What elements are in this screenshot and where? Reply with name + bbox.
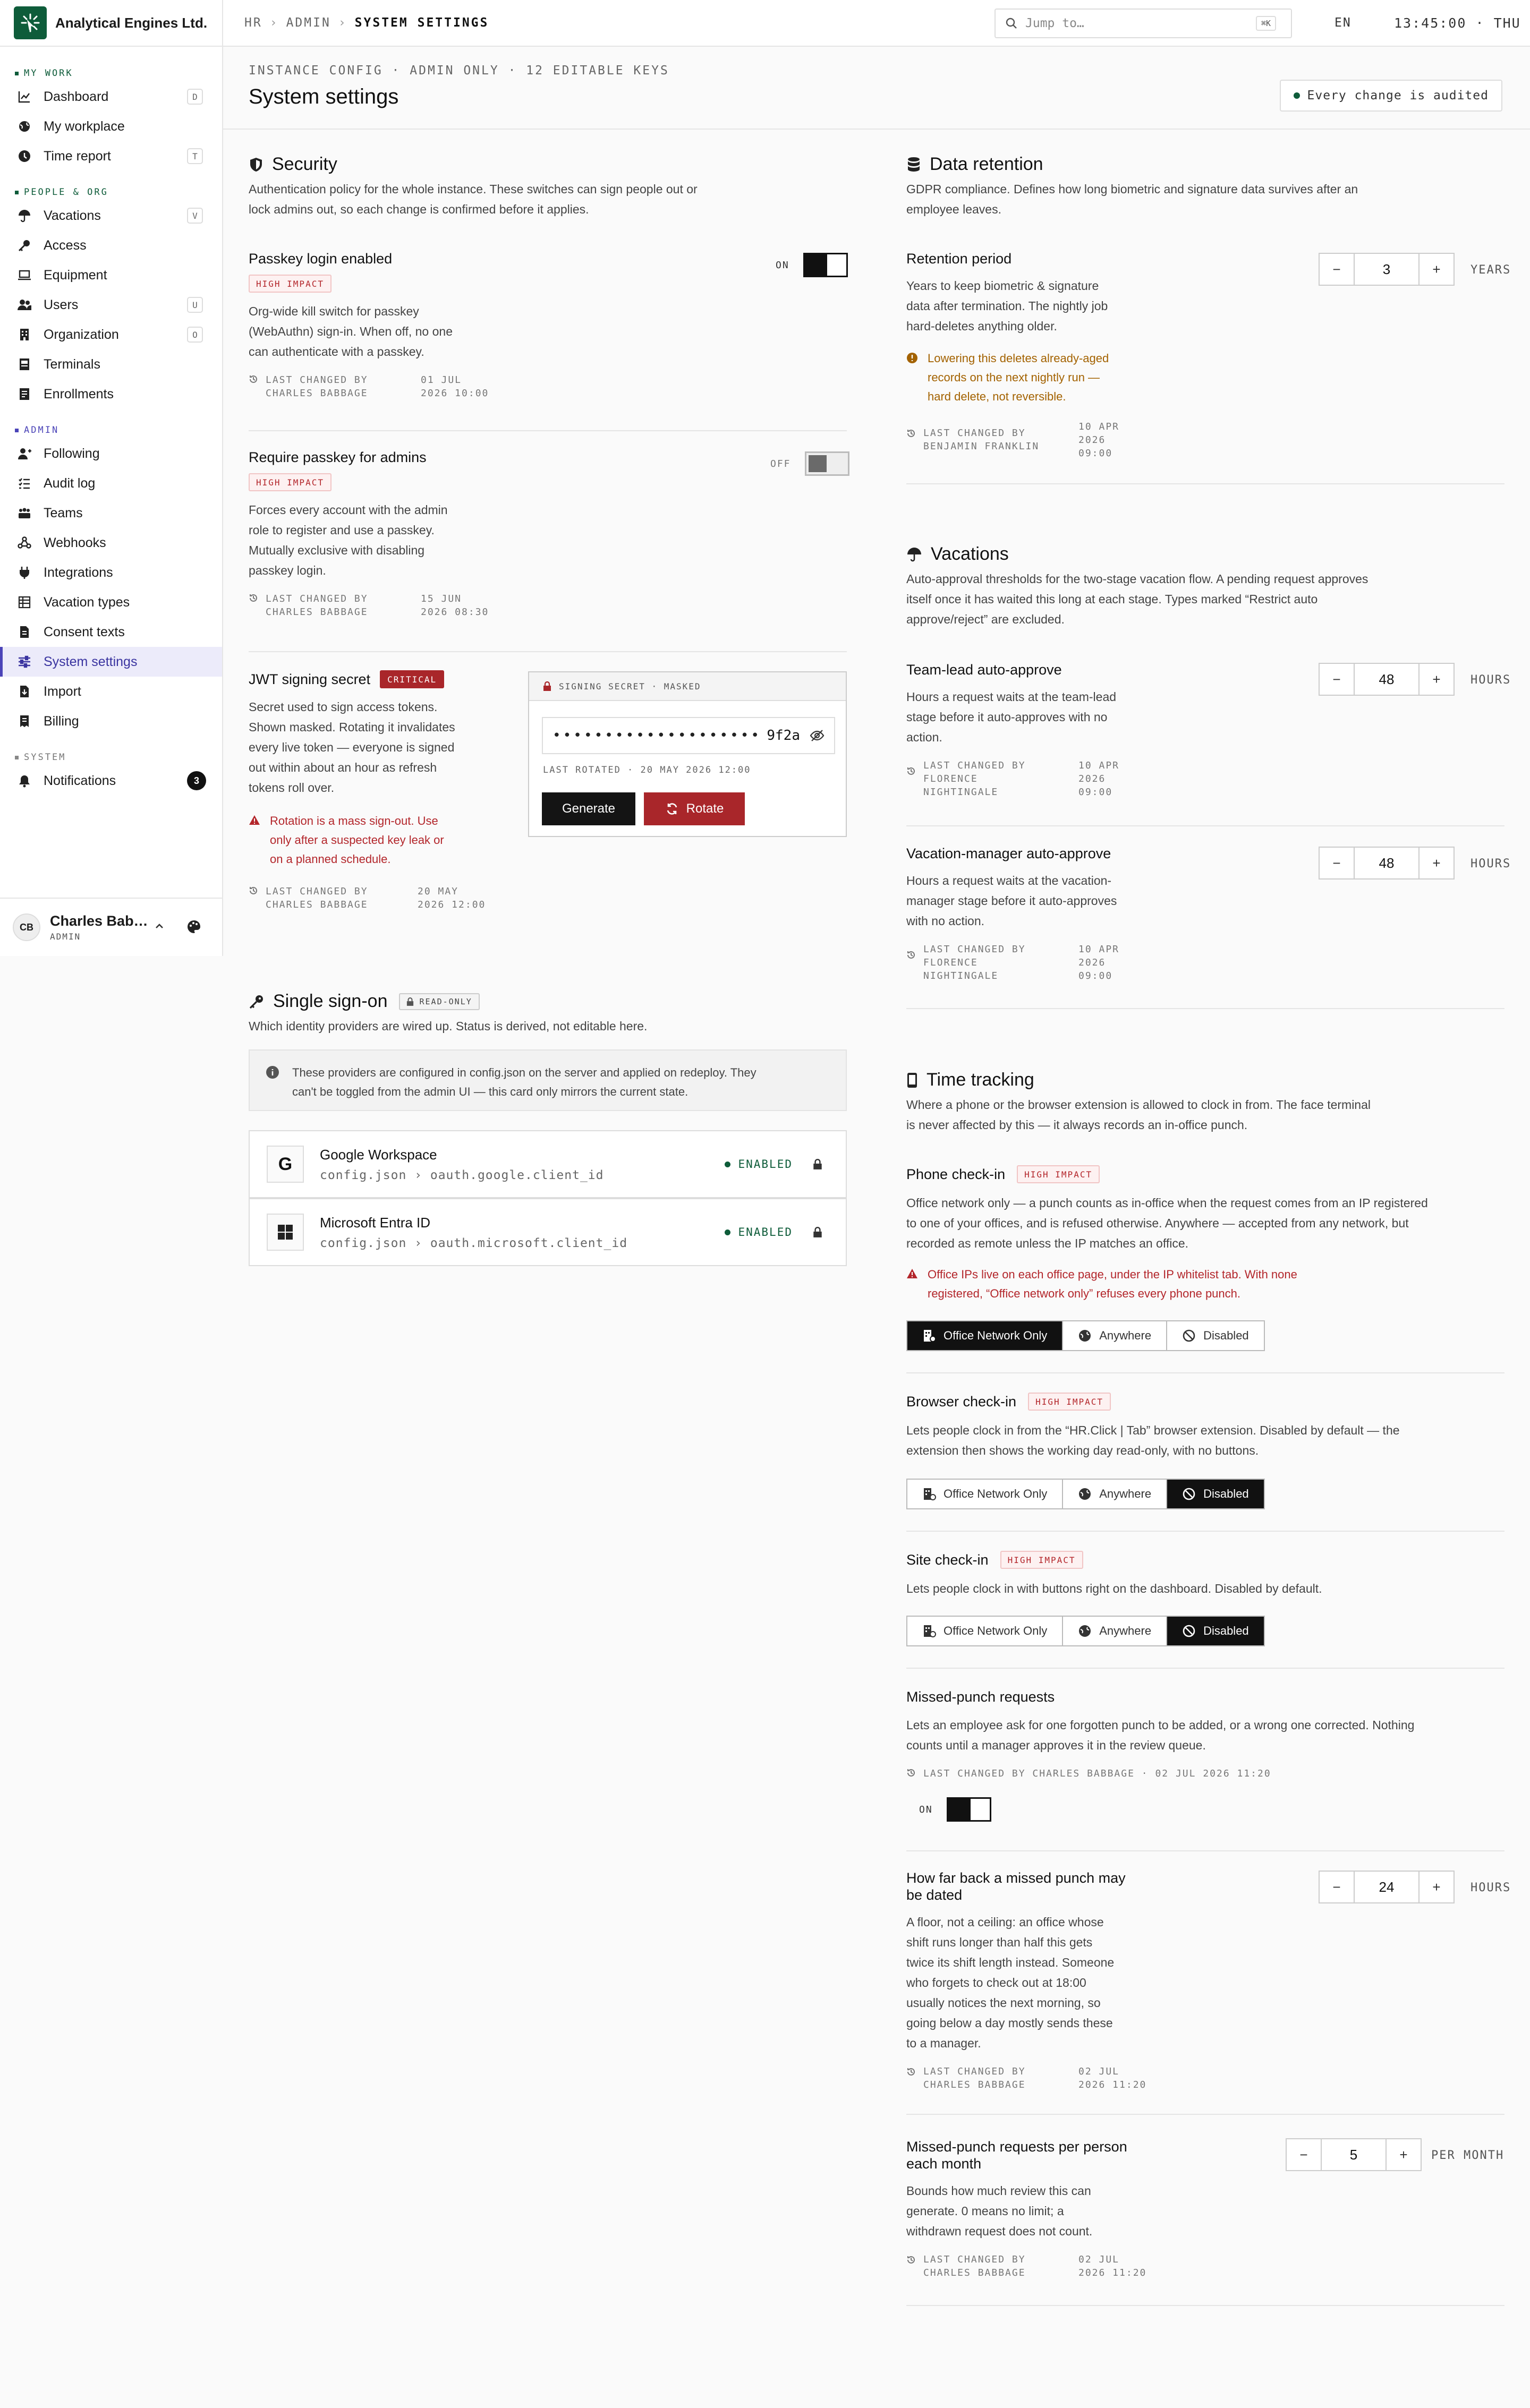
admin-passkey-toggle[interactable]: OFF bbox=[770, 451, 849, 476]
sliders-icon bbox=[17, 654, 32, 669]
decrement-button[interactable]: − bbox=[1332, 261, 1341, 277]
key-icon bbox=[249, 994, 265, 1010]
page-header bbox=[223, 47, 1530, 130]
setting-description: Hours a request waits at the vacation- manager stage before it auto-approves with no action. bbox=[906, 874, 1117, 928]
shortcut-key: O bbox=[187, 327, 203, 343]
sidebar-item-label: Webhooks bbox=[44, 535, 106, 550]
admin-passkey-setting bbox=[249, 449, 847, 619]
missed-punch-setting bbox=[906, 1689, 1504, 1780]
sidebar-item-my-workplace[interactable] bbox=[0, 112, 222, 141]
sidebar-item-vacation-types[interactable] bbox=[0, 587, 222, 617]
sidebar-item-label: Organization bbox=[44, 327, 119, 342]
signing-secret-box bbox=[528, 671, 847, 837]
option-disabled[interactable]: Disabled bbox=[1167, 1617, 1264, 1645]
decrement-button[interactable]: − bbox=[1332, 671, 1341, 687]
option-office-network[interactable]: Office Network Only bbox=[907, 1321, 1063, 1350]
sidebar-item-system-settings[interactable] bbox=[0, 647, 222, 677]
increment-button[interactable]: + bbox=[1432, 855, 1441, 871]
brand[interactable] bbox=[0, 0, 222, 47]
stepper-unit: HOURS bbox=[1470, 673, 1511, 687]
option-disabled[interactable]: Disabled bbox=[1167, 1321, 1264, 1350]
nav-section-my-work: MY WORK bbox=[0, 65, 222, 82]
setting-description: Bounds how much review this can generate. 0 means no limit; a withdrawn request does not count. bbox=[906, 2184, 1093, 2238]
brand-logo-icon bbox=[14, 6, 47, 39]
decrement-button[interactable]: − bbox=[1332, 855, 1341, 871]
stepper-unit: PER MONTH bbox=[1431, 2149, 1504, 2162]
enrollment-icon bbox=[17, 387, 32, 402]
avatar: CB bbox=[13, 913, 40, 941]
user-name: Charles Bab… bbox=[50, 913, 148, 929]
provider-config-path: config.json › oauth.microsoft.client_id bbox=[320, 1236, 628, 1250]
section-title: Time tracking bbox=[926, 1070, 1034, 1090]
warning-circle-icon bbox=[906, 352, 918, 406]
phone-icon bbox=[906, 1072, 918, 1088]
table-icon bbox=[17, 595, 32, 610]
sidebar-item-label: Audit log bbox=[44, 475, 96, 491]
section-title: Security bbox=[272, 154, 337, 174]
sidebar-item-label: Dashboard bbox=[44, 89, 109, 104]
provider-microsoft bbox=[249, 1198, 847, 1266]
google-logo-icon: G bbox=[267, 1146, 304, 1183]
section-description: GDPR compliance. Defines how long biometric and signature data survives after an employee leaves. bbox=[906, 182, 1358, 216]
time-tracking-section bbox=[906, 1070, 1504, 1135]
history-icon bbox=[906, 429, 916, 460]
brand-name: Analytical Engines Ltd. bbox=[55, 14, 208, 31]
decrement-button[interactable]: − bbox=[1332, 1878, 1341, 1895]
umbrella-icon bbox=[906, 547, 922, 562]
history-icon bbox=[906, 1768, 916, 1780]
page-eyebrow: INSTANCE CONFIG · ADMIN ONLY · 12 EDITABLE KEYS bbox=[249, 64, 669, 78]
sidebar-item-following[interactable] bbox=[0, 439, 222, 468]
jwt-secret-setting bbox=[249, 670, 514, 911]
manager-approve-setting bbox=[906, 846, 1278, 983]
section-description: Auto-approval thresholds for the two-stage vacation flow. A pending request approves itself once it has waited this long at each stage. Types marked “Restrict auto approve/reject” are excluded. bbox=[906, 572, 1368, 626]
history-icon bbox=[249, 374, 258, 400]
section-description: Where a phone or the browser extension is allowed to clock in from. The face terminal is never affected by this — it always records an in-office punch. bbox=[906, 1098, 1371, 1132]
chart-line-icon bbox=[17, 89, 32, 104]
setting-title: Passkey login enabled bbox=[249, 251, 393, 267]
sidebar-item-label: My workplace bbox=[44, 118, 125, 134]
setting-description: A floor, not a ceiling: an office whose shift runs longer than half this gets twice its shift length instead. Someone who forgets to check out at 18:00 usually notices the next morning, so going below a day mostly sends these to a manager. bbox=[906, 1915, 1115, 2050]
document-icon bbox=[17, 625, 32, 639]
microsoft-logo-icon bbox=[267, 1214, 304, 1251]
missed-punch-toggle[interactable]: ON bbox=[919, 1797, 991, 1822]
masked-secret-field[interactable]: •••••••••••••••••••• 9f2a bbox=[542, 717, 835, 754]
stepper-unit: HOURS bbox=[1470, 857, 1511, 870]
shortcut-key: U bbox=[187, 297, 203, 313]
how-far-back-setting bbox=[906, 1869, 1278, 2091]
provider-name: Microsoft Entra ID bbox=[320, 1214, 431, 1231]
sidebar-item-label: Consent texts bbox=[44, 624, 125, 639]
sidebar-item-integrations[interactable] bbox=[0, 558, 222, 587]
breadcrumb-admin[interactable]: ADMIN bbox=[286, 16, 331, 30]
history-icon bbox=[906, 2067, 916, 2091]
terminal-icon bbox=[17, 357, 32, 372]
sidebar-item-access[interactable] bbox=[0, 230, 222, 260]
search-shortcut: ⌘K bbox=[1256, 16, 1276, 31]
setting-description: Secret used to sign access tokens. Shown masked. Rotating it invalidates every live token — everyone is signed out within about an hour as refresh tokens roll over. bbox=[249, 700, 455, 795]
section-description: Authentication policy for the whole instance. These switches can sign people out or lock admins out, so each change is confirmed before it applies. bbox=[249, 182, 698, 216]
passkey-login-toggle[interactable]: ON bbox=[776, 253, 848, 277]
provider-status: ENABLED bbox=[725, 1158, 822, 1171]
section-description: Which identity providers are wired up. Status is derived, not editable here. bbox=[249, 1019, 648, 1033]
stepper-value[interactable]: 3 bbox=[1354, 254, 1420, 285]
rotate-button[interactable]: Rotate bbox=[644, 792, 745, 825]
last-changed-meta: LAST CHANGED BY FLORENCE NIGHTINGALE 10 APR 2026 09:00 bbox=[906, 943, 1278, 983]
sidebar-item-label: Integrations bbox=[44, 565, 113, 580]
users-icon bbox=[17, 297, 32, 312]
stepper-value[interactable]: 5 bbox=[1321, 2139, 1387, 2170]
history-icon bbox=[249, 886, 258, 911]
setting-description: Lets people clock in from the “HR.Click | Tab” browser extension. Disabled by default — the extension then shows the working day read-only, with no buttons. bbox=[906, 1423, 1400, 1457]
phone-checkin-selector[interactable] bbox=[906, 1320, 1265, 1351]
stepper-value[interactable]: 48 bbox=[1354, 848, 1420, 878]
sidebar-nav bbox=[0, 47, 222, 796]
retention-period-setting bbox=[906, 251, 1278, 460]
last-changed-meta: LAST CHANGED BY BENJAMIN FRANKLIN 10 APR 2026 09:00 bbox=[906, 420, 1278, 460]
database-icon bbox=[906, 157, 921, 173]
site-checkin-setting bbox=[906, 1551, 1504, 1599]
sidebar-item-billing[interactable] bbox=[0, 706, 222, 736]
vacations-section bbox=[906, 544, 1504, 629]
option-office-network[interactable]: Office Network Only bbox=[907, 1617, 1063, 1645]
security-section bbox=[249, 154, 847, 219]
last-changed-meta: LAST CHANGED BY CHARLES BABBAGE 02 JUL 2026 11:20 bbox=[906, 2065, 1278, 2091]
topbar bbox=[223, 0, 1530, 47]
warning-triangle-icon bbox=[249, 815, 260, 869]
critical-tag: CRITICAL bbox=[380, 670, 444, 688]
lock-icon bbox=[543, 681, 551, 691]
history-icon bbox=[906, 2255, 916, 2279]
user-menu[interactable] bbox=[0, 898, 222, 956]
webhook-icon bbox=[17, 535, 32, 550]
sidebar-item-dashboard[interactable] bbox=[0, 82, 222, 112]
section-title: Single sign-on bbox=[273, 991, 388, 1011]
section-title: Vacations bbox=[931, 544, 1009, 564]
last-changed-meta: LAST CHANGED BY FLORENCE NIGHTINGALE 10 APR 2026 09:00 bbox=[906, 759, 1278, 799]
high-impact-tag: HIGH IMPACT bbox=[249, 275, 332, 293]
breadcrumb-hr[interactable]: HR bbox=[244, 16, 262, 30]
secret-box-header: SIGNING SECRET · MASKED bbox=[529, 672, 846, 701]
setting-title: Missed-punch requests per person each month bbox=[906, 2139, 1127, 2172]
increment-button[interactable]: + bbox=[1432, 261, 1441, 277]
how-far-back-stepper[interactable] bbox=[1319, 1871, 1455, 1903]
sso-section bbox=[249, 991, 847, 1036]
search-icon bbox=[1005, 17, 1018, 30]
sidebar-item-enrollments[interactable] bbox=[0, 379, 222, 409]
billing-icon bbox=[17, 714, 32, 729]
shortcut-key: D bbox=[187, 89, 203, 105]
site-checkin-selector[interactable] bbox=[906, 1616, 1265, 1646]
team-lead-stepper[interactable] bbox=[1319, 663, 1455, 696]
shortcut-key: V bbox=[187, 208, 203, 224]
retention-section bbox=[906, 154, 1504, 219]
sidebar-item-audit-log[interactable] bbox=[0, 468, 222, 498]
setting-title: Missed-punch requests bbox=[906, 1689, 1055, 1705]
high-impact-tag: HIGH IMPACT bbox=[1000, 1551, 1083, 1569]
sidebar-item-webhooks[interactable] bbox=[0, 528, 222, 558]
phone-warning: Office IPs live on each office page, under the IP whitelist tab. With none registered, “Office network only” refuses every phone punch. bbox=[906, 1265, 1504, 1303]
stepper-unit: HOURS bbox=[1470, 1881, 1511, 1894]
phone-checkin-setting bbox=[906, 1165, 1504, 1303]
retention-warning: Lowering this deletes already-aged records on the next nightly run — hard delete, not reversible. bbox=[906, 349, 1278, 406]
sidebar-item-label: Notifications bbox=[44, 773, 116, 788]
option-anywhere[interactable]: Anywhere bbox=[1063, 1321, 1167, 1350]
sidebar-item-label: Following bbox=[44, 446, 100, 461]
setting-title: JWT signing secret CRITICAL bbox=[249, 670, 514, 688]
building-icon bbox=[17, 327, 32, 342]
info-icon bbox=[266, 1065, 279, 1097]
generate-button[interactable]: Generate bbox=[542, 792, 635, 825]
shortcut-key: T bbox=[187, 148, 203, 164]
sidebar-item-equipment[interactable] bbox=[0, 260, 222, 290]
sidebar-item-notifications[interactable] bbox=[0, 766, 222, 796]
shield-icon bbox=[249, 157, 264, 173]
lock-icon bbox=[813, 1158, 822, 1170]
sidebar-item-label: Vacation types bbox=[44, 594, 130, 610]
setting-title: Retention period bbox=[906, 251, 1012, 267]
stepper-unit: YEARS bbox=[1470, 263, 1511, 277]
setting-description: Years to keep biometric & signature data after termination. The nightly job hard-deletes anything older. bbox=[906, 279, 1108, 333]
setting-description: Org-wide kill switch for passkey (WebAuthn) sign-in. When off, no one can authenticate with a passkey. bbox=[249, 304, 453, 358]
lock-icon bbox=[813, 1226, 822, 1238]
stepper-value[interactable]: 48 bbox=[1354, 664, 1420, 695]
stepper-value[interactable]: 24 bbox=[1354, 1872, 1420, 1902]
setting-title: Browser check-in HIGH IMPACT bbox=[906, 1393, 1504, 1411]
plug-icon bbox=[17, 565, 32, 580]
sidebar-item-vacations[interactable] bbox=[0, 201, 222, 230]
umbrella-icon bbox=[17, 208, 32, 223]
history-icon bbox=[249, 593, 258, 619]
import-icon bbox=[17, 684, 32, 699]
refresh-icon bbox=[665, 802, 686, 816]
nav-section-admin: ADMIN bbox=[0, 422, 222, 439]
sidebar-item-label: Users bbox=[44, 297, 79, 312]
clock: 13:45:00 · THU bbox=[1394, 15, 1521, 31]
setting-title: Vacation-manager auto-approve bbox=[906, 846, 1111, 861]
globe-icon bbox=[17, 119, 32, 134]
provider-status: ENABLED bbox=[725, 1226, 822, 1239]
search-input[interactable] bbox=[994, 8, 1292, 38]
decrement-button[interactable]: − bbox=[1299, 2146, 1308, 2163]
status-dot-icon bbox=[1294, 92, 1300, 99]
retention-stepper[interactable] bbox=[1319, 253, 1455, 286]
setting-title: Team-lead auto-approve bbox=[906, 662, 1062, 678]
last-changed-meta: LAST CHANGED BY CHARLES BABBAGE · 02 JUL 2026 11:20 bbox=[906, 1767, 1504, 1780]
requests-per-month-setting bbox=[906, 2138, 1278, 2279]
sidebar-item-label: Billing bbox=[44, 713, 79, 729]
list-check-icon bbox=[17, 476, 32, 491]
nav-section-people-org: PEOPLE & ORG bbox=[0, 184, 222, 201]
section-title: Data retention bbox=[930, 154, 1043, 174]
clock-icon bbox=[17, 149, 32, 164]
user-follow-icon bbox=[17, 446, 32, 461]
sidebar-item-import[interactable] bbox=[0, 677, 222, 706]
sidebar-item-label: Enrollments bbox=[44, 386, 114, 402]
key-icon bbox=[17, 238, 32, 253]
nav-section-system: SYSTEM bbox=[0, 749, 222, 766]
sidebar-item-label: Time report bbox=[44, 148, 111, 164]
setting-title: Require passkey for admins bbox=[249, 449, 427, 465]
option-anywhere[interactable]: Anywhere bbox=[1063, 1617, 1167, 1645]
manager-stepper[interactable] bbox=[1319, 847, 1455, 879]
sidebar-item-label: Vacations bbox=[44, 208, 101, 223]
breadcrumb: HR › ADMIN › SYSTEM SETTINGS bbox=[244, 16, 489, 30]
sidebar-item-label: System settings bbox=[44, 654, 138, 669]
history-icon bbox=[906, 950, 916, 983]
warning-triangle-icon bbox=[906, 1268, 918, 1303]
last-rotated: LAST ROTATED · 20 MAY 2026 12:00 bbox=[543, 765, 751, 775]
bell-icon bbox=[17, 773, 32, 788]
increment-button[interactable]: + bbox=[1399, 2146, 1408, 2163]
passkey-login-setting bbox=[249, 251, 847, 400]
provider-config-path: config.json › oauth.google.client_id bbox=[320, 1168, 604, 1182]
page-title: System settings bbox=[249, 85, 399, 108]
high-impact-tag: HIGH IMPACT bbox=[249, 473, 332, 491]
setting-description: Lets people clock in with buttons right on the dashboard. Disabled by default. bbox=[906, 1582, 1322, 1595]
sso-info-note: These providers are configured in config.json on the server and applied on redeploy. They can't be toggled from the admin UI — this card only mirrors the current state. bbox=[249, 1049, 847, 1111]
sidebar-item-time-report[interactable] bbox=[0, 141, 222, 171]
option-anywhere[interactable]: Anywhere bbox=[1063, 1480, 1167, 1508]
provider-name: Google Workspace bbox=[320, 1146, 437, 1163]
sidebar-item-label: Teams bbox=[44, 505, 83, 520]
read-only-tag: READ-ONLY bbox=[399, 993, 479, 1010]
increment-button[interactable]: + bbox=[1432, 671, 1441, 687]
high-impact-tag: HIGH IMPACT bbox=[1017, 1165, 1100, 1183]
search-placeholder: Jump to… bbox=[1025, 16, 1084, 30]
setting-description: Hours a request waits at the team-lead stage before it auto-approves with no action. bbox=[906, 690, 1117, 744]
last-changed-meta: LAST CHANGED BY CHARLES BABBAGE 02 JUL 2026 11:20 bbox=[906, 2253, 1278, 2279]
sidebar-item-teams[interactable] bbox=[0, 498, 222, 528]
sidebar-item-organization[interactable] bbox=[0, 320, 222, 349]
user-role: ADMIN bbox=[50, 932, 81, 942]
laptop-icon bbox=[17, 268, 32, 283]
rotation-warning: Rotation is a mass sign-out. Use only after a suspected key leak or on a planned schedule. bbox=[249, 812, 514, 869]
last-changed-meta: LAST CHANGED BY CHARLES BABBAGE 01 JUL 2026 10:00 bbox=[249, 373, 847, 400]
language-selector[interactable]: EN bbox=[1334, 16, 1352, 30]
sidebar bbox=[0, 0, 223, 956]
sidebar-item-users[interactable] bbox=[0, 290, 222, 320]
chevron-up-icon[interactable] bbox=[154, 921, 165, 932]
option-disabled[interactable]: Disabled bbox=[1167, 1480, 1264, 1508]
sidebar-item-consent-texts[interactable] bbox=[0, 617, 222, 647]
sidebar-item-label: Equipment bbox=[44, 267, 107, 283]
teams-icon bbox=[17, 506, 32, 520]
increment-button[interactable]: + bbox=[1432, 1878, 1441, 1895]
audit-badge: Every change is audited bbox=[1280, 80, 1503, 112]
history-icon bbox=[906, 766, 916, 799]
breadcrumb-current: SYSTEM SETTINGS bbox=[354, 16, 489, 30]
team-lead-approve-setting bbox=[906, 662, 1278, 799]
palette-icon[interactable] bbox=[186, 919, 202, 935]
setting-title: Site check-in HIGH IMPACT bbox=[906, 1551, 1504, 1569]
setting-description: Lets an employee ask for one forgotten punch to be added, or a wrong one corrected. Nothing counts until a manager approves it in the review queue. bbox=[906, 1718, 1415, 1752]
last-changed-meta: LAST CHANGED BY CHARLES BABBAGE 15 JUN 2026 08:30 bbox=[249, 592, 847, 619]
setting-description: Office network only — a punch counts as in-office when the request comes from an IP registered to one of your offices, and is refused otherwise. Anywhere — accepted from any network, but recorded as remote unless the IP matches an office. bbox=[906, 1196, 1428, 1250]
setting-title: How far back a missed punch may be dated bbox=[906, 1870, 1126, 1903]
sidebar-item-label: Import bbox=[44, 684, 81, 699]
sidebar-item-label: Access bbox=[44, 237, 87, 253]
sidebar-item-terminals[interactable] bbox=[0, 349, 222, 379]
browser-checkin-selector[interactable] bbox=[906, 1479, 1265, 1509]
high-impact-tag: HIGH IMPACT bbox=[1028, 1393, 1111, 1411]
last-changed-meta: LAST CHANGED BY CHARLES BABBAGE 20 MAY 2026 12:00 bbox=[249, 885, 514, 911]
notification-count-badge: 3 bbox=[187, 771, 206, 790]
setting-title: Phone check-in HIGH IMPACT bbox=[906, 1165, 1504, 1183]
sidebar-item-label: Terminals bbox=[44, 356, 100, 372]
requests-per-month-stepper[interactable] bbox=[1286, 2138, 1422, 2171]
browser-checkin-setting bbox=[906, 1393, 1504, 1461]
option-office-network[interactable]: Office Network Only bbox=[907, 1480, 1063, 1508]
setting-description: Forces every account with the admin role to register and use a passkey. Mutually exclusive with disabling passkey login. bbox=[249, 503, 448, 577]
provider-google bbox=[249, 1130, 847, 1198]
eye-off-icon[interactable] bbox=[810, 729, 824, 742]
